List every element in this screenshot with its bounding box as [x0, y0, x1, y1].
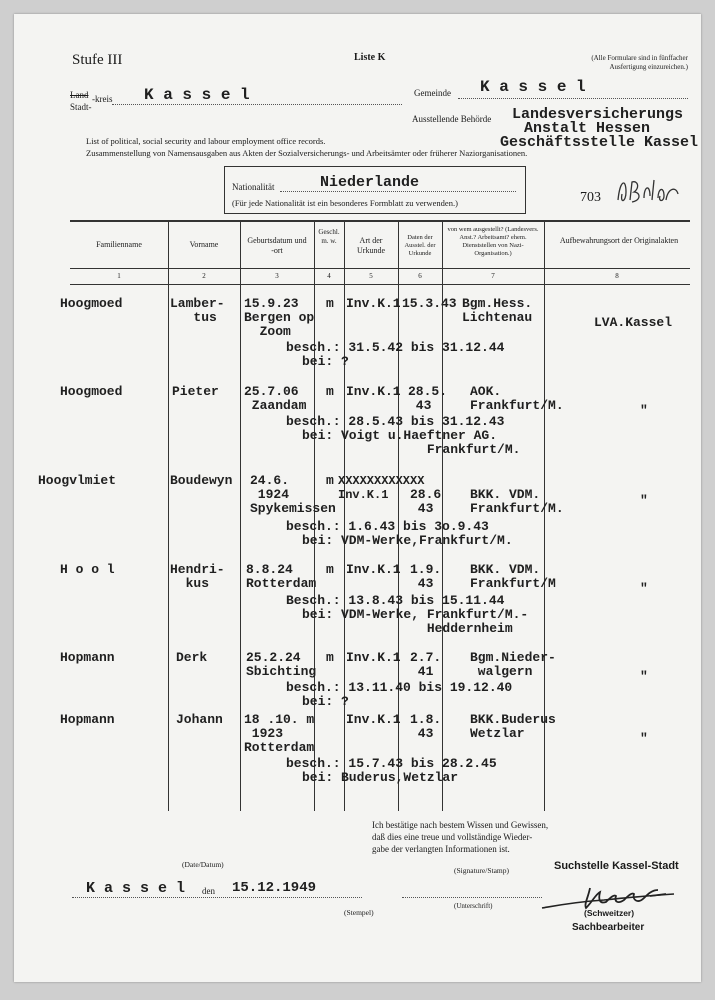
entry-2-geschlecht: m	[326, 384, 334, 399]
entry-5-ort: "	[640, 669, 648, 684]
stamp-title: Sachbearbeiter	[572, 922, 645, 933]
entry-3-besch: besch.: 1.6.43 bis 3o.9.43	[286, 519, 489, 534]
col-divider-1	[168, 221, 169, 811]
entry-5-geburt: 25.2.24 Sbichting	[246, 650, 317, 679]
confirmation-line-3: gabe der verlangten Informationen ist.	[372, 844, 510, 854]
entry-5-aussteller: Bgm.Nieder- walgern	[470, 650, 556, 679]
table-top-rule	[70, 220, 690, 222]
entry-4-datum: 1.9. 43	[410, 562, 442, 591]
handwritten-reference-mark	[614, 170, 684, 210]
col-num-8: 8	[615, 272, 619, 280]
confirmation-line-2: daß dies eine treue und vollständige Wieder-	[372, 832, 533, 842]
col-num-4: 4	[327, 272, 331, 280]
entry-6-aussteller: BKK.Buderus Wetzlar	[470, 712, 556, 741]
nationality-underline	[280, 191, 516, 192]
table-header-rule	[70, 268, 690, 269]
nationality-note: (Für jede Nationalität ist ein besonderes Formblatt zu verwenden.)	[232, 198, 458, 208]
kreis-underline	[112, 104, 402, 105]
col-header-geburt: Geburtsdatum und -ort	[247, 236, 307, 255]
entry-3-bei: bei: VDM-Werke,Frankfurt/M.	[302, 533, 513, 548]
behoerde-line-2: Anstalt Hessen	[524, 120, 651, 137]
entry-4-besch: Besch.: 13.8.43 bis 15.11.44	[286, 593, 505, 608]
confirmation-line-1: Ich bestätige nach bestem Wissen und Gewissen,	[372, 820, 549, 830]
entry-6-bei: bei: Buderus,Wetzlar	[302, 770, 459, 785]
behoerde-line-1: Landesversicherungs	[512, 106, 684, 123]
entry-4-geburt: 8.8.24 Rotterdam	[246, 562, 317, 591]
description-english: List of political, social security and labour employment office records.	[86, 136, 326, 146]
entry-3-geschlecht: m	[326, 473, 334, 488]
behoerde-line-3: Geschäftsstelle Kassel	[500, 134, 699, 151]
col-divider-4	[344, 221, 345, 811]
col-header-aussteller: von wem ausgestellt? (Landesvers. Anst.? Arbeitsamt? ehem. Dienststellen von Nazi-Organisation.)	[447, 226, 539, 257]
entry-1-geburt: 15.9.23 Bergen op Zoom	[244, 296, 315, 339]
col-num-7: 7	[491, 272, 495, 280]
col-header-datum: Daten der Ausstel. der Urkunde	[404, 234, 436, 257]
entry-1-aussteller: Bgm.Hess. Lichtenau	[462, 296, 533, 325]
entry-4-familienname: H o o l	[60, 562, 115, 577]
entry-2-aussteller: AOK. Frankfurt/M.	[470, 384, 564, 413]
stempel-label: (Stempel)	[344, 908, 374, 917]
gemeinde-underline	[458, 98, 688, 99]
entry-1-besch: besch.: 31.5.42 bis 31.12.44	[286, 340, 505, 355]
col-header-ort: Aufbewahrungsort der Originalakten	[559, 236, 679, 245]
col-header-vorname: Vorname	[189, 240, 219, 249]
behoerde-label: Ausstellende Behörde	[412, 114, 492, 124]
page-number: 703	[580, 190, 601, 205]
den-label: den	[202, 886, 215, 896]
entry-5-datum: 2.7. 41	[410, 650, 442, 679]
stamp-name: (Schweitzer)	[584, 908, 635, 918]
date-label: (Date/Datum)	[182, 860, 224, 869]
entry-6-familienname: Hopmann	[60, 712, 115, 727]
liste-label: Liste K	[354, 52, 386, 63]
col-header-familienname: Familienname	[96, 240, 142, 249]
entry-4-ort: "	[640, 581, 648, 596]
entry-1-vorname: Lamber- tus	[170, 296, 225, 325]
entry-1-ort: LVA.Kassel	[594, 315, 673, 330]
entry-3-datum: 28.6 43	[410, 487, 442, 516]
kreis-value: K a s s e l	[144, 86, 250, 104]
entry-6-art: Inv.K.1	[346, 712, 401, 727]
entry-1-art: Inv.K.1	[346, 296, 401, 311]
entry-5-besch: besch.: 13.11.40 bis 19.12.40	[286, 680, 513, 695]
entry-2-bei: bei: Voigt u.Haeftner AG. Frankfurt/M.	[302, 428, 521, 457]
entry-1-geschlecht: m	[326, 296, 334, 311]
entry-5-familienname: Hopmann	[60, 650, 115, 665]
entry-3-familienname: Hoogvlmiet	[38, 473, 117, 488]
col-divider-2	[240, 221, 241, 811]
entry-5-vorname: Derk	[176, 650, 208, 665]
entry-1-bei: bei: ?	[302, 354, 349, 369]
gemeinde-label: Gemeinde	[414, 88, 451, 98]
col-num-5: 5	[369, 272, 373, 280]
entry-2-datum: 28.5. 43	[408, 384, 448, 413]
col-header-geschlecht: Geschl. m. w.	[318, 228, 340, 245]
entry-4-bei: bei: VDM-Werke, Frankfurt/M.- Heddernheim	[302, 607, 529, 636]
gemeinde-value: K a s s e l	[480, 78, 586, 96]
unterschrift-label: (Unterschrift)	[454, 902, 493, 910]
col-num-3: 3	[275, 272, 279, 280]
nationality-value: Niederlande	[320, 174, 420, 191]
entry-5-geschlecht: m	[326, 650, 334, 665]
stufe-label: Stufe III	[72, 52, 123, 68]
entry-2-besch: besch.: 28.5.43 bis 31.12.43	[286, 414, 505, 429]
col-num-1: 1	[117, 272, 121, 280]
entry-6-ort: "	[640, 731, 648, 746]
land-label: Land	[70, 90, 89, 100]
nationality-label: Nationalität	[232, 182, 275, 192]
entry-2-ort: "	[640, 403, 648, 418]
entry-3-geburt: 24.6. 1924 Spykemissen	[250, 473, 336, 516]
entry-2-geburt: 25.7.06 Zaandam	[244, 384, 307, 413]
document-sheet	[14, 14, 701, 982]
date-value: 15.12.1949	[232, 880, 317, 896]
table-number-rule	[70, 284, 690, 285]
col-num-2: 2	[202, 272, 206, 280]
kreis-label: -kreis	[92, 94, 113, 104]
entry-3-aussteller: BKK. VDM. Frankfurt/M.	[470, 487, 564, 516]
entry-4-vorname: Hendri- kus	[170, 562, 225, 591]
stamp-office: Suchstelle Kassel-Stadt	[554, 860, 679, 872]
entry-1-familienname: Hoogmoed	[60, 296, 123, 311]
entry-5-art: Inv.K.1	[346, 650, 401, 665]
col-num-6: 6	[418, 272, 422, 280]
entry-2-art: Inv.K.1	[346, 384, 401, 399]
place-value: K a s s e l	[86, 880, 186, 897]
entry-2-familienname: Hoogmoed	[60, 384, 123, 399]
col-header-art: Art der Urkunde	[357, 236, 385, 255]
entry-3-ort: "	[640, 493, 648, 508]
entry-6-geburt: 18 .10. m 1923 Rotterdam	[244, 712, 315, 755]
entry-4-aussteller: BKK. VDM. Frankfurt/M	[470, 562, 556, 591]
entry-3-vorname: Boudewyn	[170, 473, 233, 488]
description-german: Zusammenstellung von Namensausgaben aus Akten der Sozialversicherungs- und Arbeitsämter oder früherer Naziorganisationen.	[86, 148, 528, 158]
entry-6-besch: besch.: 15.7.43 bis 28.2.45	[286, 756, 497, 771]
entry-4-art: Inv.K.1	[346, 562, 401, 577]
entry-6-vorname: Johann	[176, 712, 223, 727]
entry-2-vorname: Pieter	[172, 384, 219, 399]
copies-note: (Alle Formulare sind in fünffacher Ausfertigung einzureichen.)	[591, 54, 688, 71]
date-underline	[72, 897, 362, 898]
entry-3-art: XXXXXXXXXXXX Inv.K.1	[338, 474, 425, 502]
entry-5-bei: bei: ?	[302, 694, 349, 709]
signature-stamp-label: (Signature/Stamp)	[454, 866, 509, 875]
signature-underline	[402, 897, 542, 898]
entry-6-datum: 1.8. 43	[410, 712, 442, 741]
stadt-label: Stadt-	[70, 102, 92, 112]
entry-4-geschlecht: m	[326, 562, 334, 577]
entry-1-datum: 15.3.43	[402, 296, 457, 311]
